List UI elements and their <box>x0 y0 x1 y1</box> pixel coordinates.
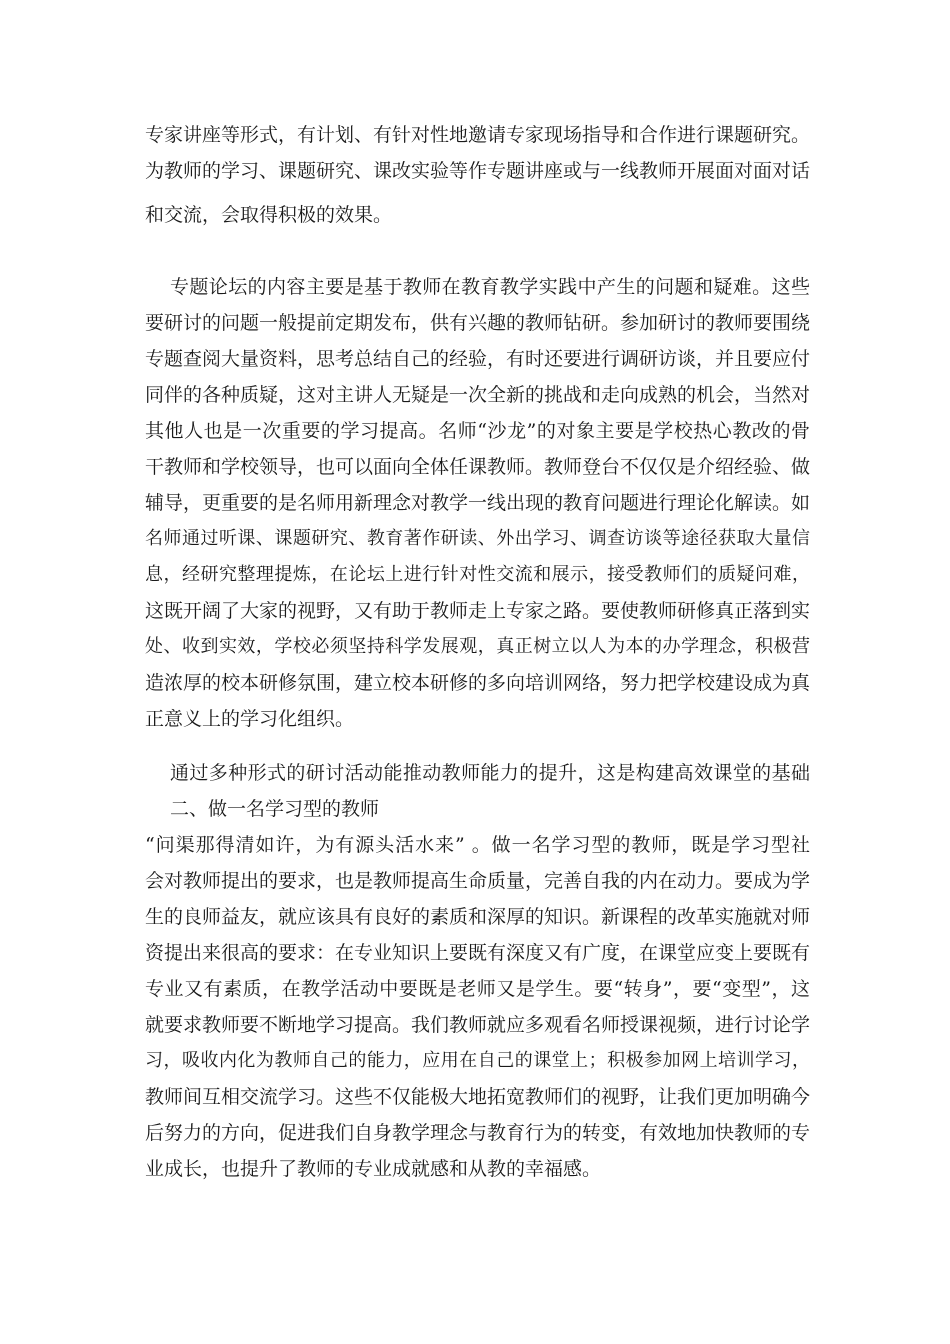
paragraph-continuation-end <box>145 197 810 233</box>
text-line: 其他人也是一次重要的学习提高。名师“沙龙”的对象主要是学校热心教改的骨 <box>145 420 810 442</box>
text-line: 造浓厚的校本研修氛围，建立校本研修的多向培训网络，努力把学校建设成为真 <box>145 672 811 694</box>
paragraph-continuation <box>145 117 810 189</box>
text-line: 正意义上的学习化组织。 <box>145 708 355 730</box>
text-line: 专题论坛的内容主要是基于教师在教育教学实践中产生的问题和疑难。这些 <box>170 276 810 298</box>
paragraph-forum <box>145 269 810 737</box>
text-line: 资提出来很高的要求：在专业知识上要既有深度又有广度，在课堂应变上要既有 <box>145 942 811 964</box>
text-line: 为教师的学习、课题研究、课改实验等作专题讲座或与一线教师开展面对面对话 <box>145 160 811 182</box>
text-line: 教师间互相交流学习。这些不仅能极大地拓宽教师们的视野，让我们更加明确今 <box>145 1086 811 1108</box>
text-line: 要研讨的问题一般提前定期发布，供有兴趣的教师钻研。参加研讨的教师要围绕 <box>145 312 811 334</box>
text-line: 后努力的方向，促进我们自身教学理念与教育行为的转变，有效地加快教师的专 <box>145 1122 811 1144</box>
text-line: 和交流，会取得积极的效果。 <box>145 204 393 226</box>
text-line: 习，吸收内化为教师自己的能力，应用在自己的课堂上；积极参加网上培训学习， <box>145 1050 810 1071</box>
paragraph-summary <box>145 755 810 791</box>
text-line: 专题查阅大量资料，思考总结自己的经验，有时还要进行调研访谈，并且要应付 <box>145 348 811 370</box>
text-line: 处、收到实效，学校必须坚持科学发展观，真正树立以人为本的办学理念，积极营 <box>145 636 810 657</box>
text-line: 专业又有素质，在教学活动中要既是老师又是学生。要“转身”，要“变型”，这 <box>145 978 810 1000</box>
text-line: 通过多种形式的研讨活动能推动教师能力的提升，这是构建高效课堂的基础 <box>170 762 810 784</box>
text-line: “问渠那得清如许，为有源头活水来” 。做一名学习型的教师，既是学习型社 <box>145 834 810 856</box>
section-learning-teacher <box>145 791 810 1187</box>
text-line: 同伴的各种质疑，这对主讲人无疑是一次全新的挑战和走向成熟的机会，当然对 <box>145 384 811 406</box>
text-line: 业成长，也提升了教师的专业成就感和从教的幸福感。 <box>145 1158 602 1180</box>
text-line: 会对教师提出的要求，也是教师提高生命质量，完善自我的内在动力。要成为学 <box>145 870 811 892</box>
text-line: 息，经研究整理提炼，在论坛上进行针对性交流和展示，接受教师们的质疑问难， <box>145 564 810 585</box>
section-heading: 二、做一名学习型的教师 <box>170 798 380 820</box>
text-line: 名师通过听课、课题研究、教育著作研读、外出学习、调查访谈等途径获取大量信 <box>145 528 810 549</box>
text-line: 干教师和学校领导，也可以面向全体任课教师。教师登台不仅仅是介绍经验、做 <box>145 456 811 478</box>
text-line: 辅导，更重要的是名师用新理念对教学一线出现的教育问题进行理论化解读。如 <box>145 492 811 514</box>
text-line: 专家讲座等形式，有计划、有针对性地邀请专家现场指导和合作进行课题研究。 <box>145 124 811 146</box>
text-line: 就要求教师要不断地学习提高。我们教师就应多观看名师授课视频，进行讨论学 <box>145 1014 811 1036</box>
text-line: 生的良师益友，就应该具有良好的素质和深厚的知识。新课程的改革实施就对师 <box>145 906 811 928</box>
text-line: 这既开阔了大家的视野，又有助于教师走上专家之路。要使教师研修真正落到实 <box>145 600 811 622</box>
